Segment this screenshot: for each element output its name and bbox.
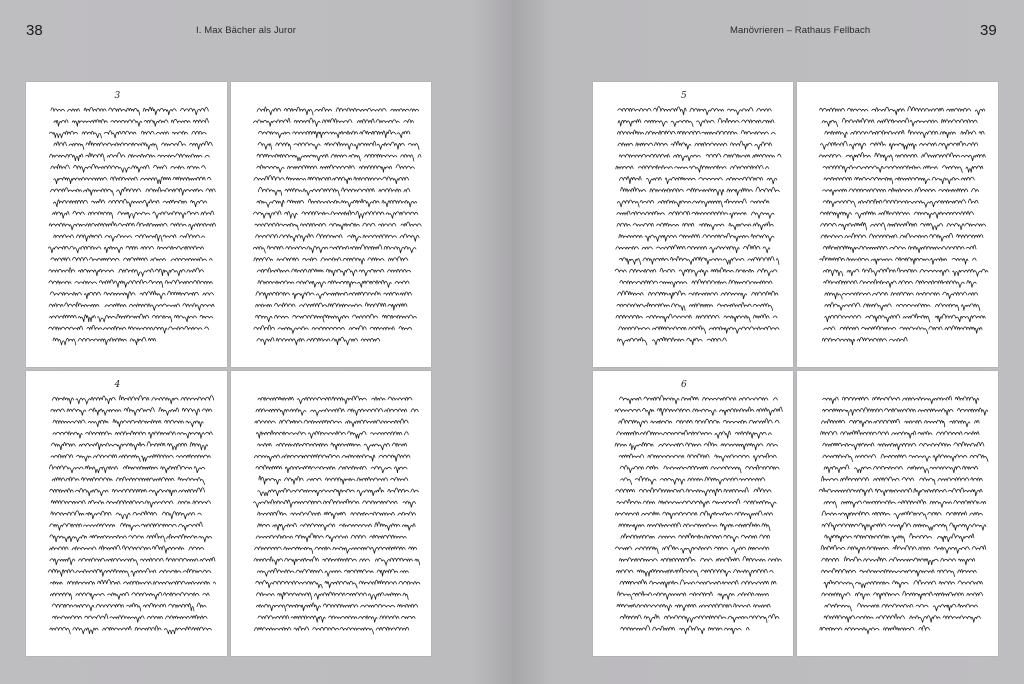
running-head-right: Manövrieren – Rathaus Fellbach (730, 25, 871, 36)
handwritten-line (254, 325, 412, 333)
handwritten-line (257, 268, 411, 276)
handwritten-line (52, 396, 213, 405)
handwritten-line (822, 476, 983, 484)
handwritten-line (54, 118, 209, 126)
handwritten-line (621, 626, 750, 634)
handwritten-line (822, 523, 986, 531)
handwritten-line (823, 187, 979, 195)
handwritten-line (615, 545, 769, 553)
handwritten-line (254, 627, 408, 634)
handwritten-line (49, 131, 206, 138)
manuscript-sheet (26, 371, 227, 656)
handwritten-line (619, 154, 781, 161)
handwritten-line (51, 408, 212, 416)
handwritten-line (824, 580, 982, 588)
handwritten-line (257, 199, 417, 207)
sheet-page-mark: 5 (681, 91, 687, 101)
handwritten-line (618, 107, 772, 115)
handwritten-line (615, 407, 782, 416)
handwritten-line (256, 408, 418, 416)
handwritten-line (823, 166, 983, 173)
handwritten-line (619, 396, 777, 405)
handwritten-line (258, 488, 419, 496)
handwritten-line (48, 569, 211, 577)
handwritten-line (620, 280, 772, 288)
handwritten-line (53, 419, 203, 427)
handwritten-line (258, 443, 407, 450)
handwritten-line (620, 465, 779, 473)
handwritten-line (819, 153, 985, 161)
handwriting-scribble (26, 82, 227, 367)
handwritten-line (52, 603, 206, 611)
handwritten-line (617, 430, 772, 438)
handwritten-line (617, 130, 775, 134)
handwritten-line (824, 465, 978, 473)
handwritten-line (619, 326, 779, 334)
handwritten-line (50, 592, 209, 599)
handwritten-line (253, 245, 416, 253)
handwritten-line (49, 325, 209, 333)
handwritten-line (822, 118, 977, 126)
handwritten-line (616, 314, 777, 322)
manuscript-sheet (231, 371, 431, 656)
handwritten-line (821, 568, 976, 576)
handwritten-line (823, 396, 979, 404)
handwritten-line (822, 591, 983, 599)
handwritten-line (54, 141, 212, 149)
handwritten-line (621, 476, 765, 484)
handwritten-line (49, 280, 212, 288)
handwriting-scribble (593, 82, 793, 367)
handwritten-line (619, 233, 774, 241)
handwritten-line (258, 522, 416, 530)
manuscript-sheet (593, 82, 793, 367)
handwritten-line (617, 211, 774, 218)
handwritten-line (50, 291, 213, 299)
handwritten-line (257, 337, 380, 345)
page-number-right: 39 (980, 22, 997, 39)
handwritten-line (255, 222, 421, 230)
handwritten-line (54, 177, 211, 184)
handwritten-line (617, 499, 776, 507)
handwritten-line (823, 442, 984, 450)
handwritten-line (256, 292, 412, 299)
handwritten-line (51, 454, 210, 461)
handwritten-line (822, 557, 975, 565)
handwritten-line (822, 511, 983, 519)
manuscript-sheet (593, 371, 793, 656)
handwritten-line (825, 314, 986, 322)
manuscript-sheet (797, 82, 998, 367)
handwritten-line (820, 141, 978, 149)
handwritten-line (254, 454, 410, 461)
handwritten-line (824, 614, 980, 622)
handwritten-line (819, 488, 982, 496)
handwritten-line (825, 603, 978, 611)
handwritten-line (255, 419, 408, 427)
handwritten-line (52, 614, 207, 622)
handwriting-scribble (26, 371, 227, 656)
handwritten-line (824, 280, 977, 288)
handwritten-line (618, 591, 769, 599)
handwriting-scribble (231, 82, 431, 367)
handwritten-line (823, 454, 988, 461)
handwritten-line (256, 580, 420, 588)
handwritten-line (255, 547, 417, 554)
handwritten-line (51, 187, 216, 195)
handwritten-line (53, 199, 207, 207)
handwritten-line (49, 465, 204, 473)
handwritten-line (53, 211, 214, 218)
handwritten-line (253, 118, 413, 126)
handwritten-line (824, 177, 974, 184)
handwritten-line (617, 303, 773, 311)
handwritten-line (49, 268, 204, 276)
handwriting-scribble (797, 371, 998, 656)
sheet-page-mark: 3 (114, 91, 121, 101)
handwritten-line (256, 465, 407, 473)
handwritten-line (258, 396, 412, 404)
handwritten-line (258, 141, 419, 149)
handwritten-line (617, 199, 769, 207)
handwritten-line (52, 477, 204, 485)
handwritten-line (619, 256, 779, 264)
handwritten-line (50, 580, 215, 585)
handwriting-scribble (593, 371, 793, 656)
handwritten-line (820, 211, 973, 219)
handwritten-line (50, 153, 210, 161)
handwritten-line (50, 626, 212, 634)
handwritten-line (258, 511, 416, 519)
handwritten-line (825, 130, 984, 138)
handwritten-line (257, 165, 415, 173)
handwritten-line (617, 604, 770, 611)
manuscript-sheet (26, 82, 227, 367)
handwritten-line (824, 326, 982, 334)
handwritten-line (48, 246, 203, 253)
handwritten-line (617, 222, 773, 230)
handwritten-line (616, 165, 769, 172)
handwritten-line (256, 592, 408, 599)
handwritten-line (258, 130, 410, 138)
handwritten-line (619, 177, 777, 185)
handwritten-line (256, 603, 417, 611)
handwritten-line (619, 523, 770, 531)
handwritten-line (820, 256, 977, 264)
handwritten-line (51, 257, 212, 261)
handwritten-line (50, 545, 204, 553)
handwritten-line (825, 303, 980, 311)
handwritten-line (49, 222, 215, 230)
handwritten-line (257, 107, 419, 115)
handwritten-line (820, 107, 985, 115)
handwritten-line (54, 234, 205, 242)
handwritten-line (254, 557, 420, 565)
handwritten-line (822, 337, 907, 345)
sheet-page-mark: 6 (681, 380, 687, 390)
handwritten-line (618, 118, 774, 126)
page-number-left: 38 (26, 22, 43, 39)
handwritten-line (50, 522, 203, 531)
handwritten-line (616, 245, 770, 253)
handwritten-line (821, 545, 986, 553)
handwritten-line (821, 430, 980, 438)
handwritten-line (51, 164, 206, 172)
handwritten-line (50, 534, 212, 542)
handwritten-line (254, 499, 416, 507)
handwritten-line (256, 534, 406, 542)
running-head-left: I. Max Bächer als Juror (196, 25, 296, 36)
handwritten-line (617, 337, 726, 345)
handwritten-line (257, 568, 408, 576)
handwritten-line (823, 199, 978, 207)
handwritten-line (253, 211, 418, 219)
handwritten-line (615, 268, 777, 276)
handwritten-line (620, 580, 776, 588)
handwritten-line (823, 245, 976, 253)
handwritten-line (615, 511, 772, 519)
handwritten-line (254, 257, 408, 265)
handwriting-scribble (797, 82, 998, 367)
handwritten-line (620, 614, 779, 622)
handwritten-line (618, 141, 772, 149)
handwritten-line (49, 302, 214, 310)
handwritten-line (619, 556, 781, 561)
handwritten-line (820, 626, 930, 634)
handwritten-line (616, 488, 771, 496)
handwritten-line (259, 476, 408, 485)
handwriting-scribble (231, 371, 431, 656)
handwritten-line (824, 500, 986, 508)
handwritten-line (823, 268, 988, 276)
handwritten-line (256, 431, 408, 439)
handwritten-line (618, 291, 778, 299)
handwritten-line (821, 419, 979, 427)
handwritten-line (50, 557, 215, 565)
handwritten-line (257, 154, 421, 161)
handwritten-line (51, 511, 202, 519)
handwritten-line (258, 615, 415, 622)
handwritten-line (615, 442, 778, 450)
handwritten-line (50, 314, 213, 322)
handwritten-line (51, 442, 207, 450)
handwritten-line (619, 453, 776, 461)
handwritten-line (821, 222, 986, 230)
handwritten-line (821, 233, 983, 241)
handwritten-line (50, 488, 205, 496)
sheet-page-mark: 4 (114, 380, 121, 390)
manuscript-sheet (231, 82, 431, 367)
handwritten-line (258, 187, 410, 195)
handwritten-line (621, 187, 780, 195)
handwritten-line (51, 500, 210, 507)
handwritten-line (53, 431, 212, 438)
handwritten-line (256, 303, 407, 311)
handwritten-line (616, 568, 773, 576)
handwritten-line (619, 419, 779, 427)
handwritten-line (258, 280, 409, 287)
handwritten-line (256, 314, 417, 322)
handwritten-line (621, 534, 770, 542)
manuscript-sheet (797, 371, 998, 656)
handwritten-line (825, 292, 978, 299)
right-page (512, 0, 1024, 684)
handwritten-line (254, 176, 409, 184)
handwritten-line (256, 234, 419, 242)
handwritten-line (823, 408, 988, 416)
handwritten-line (53, 337, 156, 345)
handwritten-line (51, 107, 209, 115)
handwritten-line (825, 533, 974, 542)
